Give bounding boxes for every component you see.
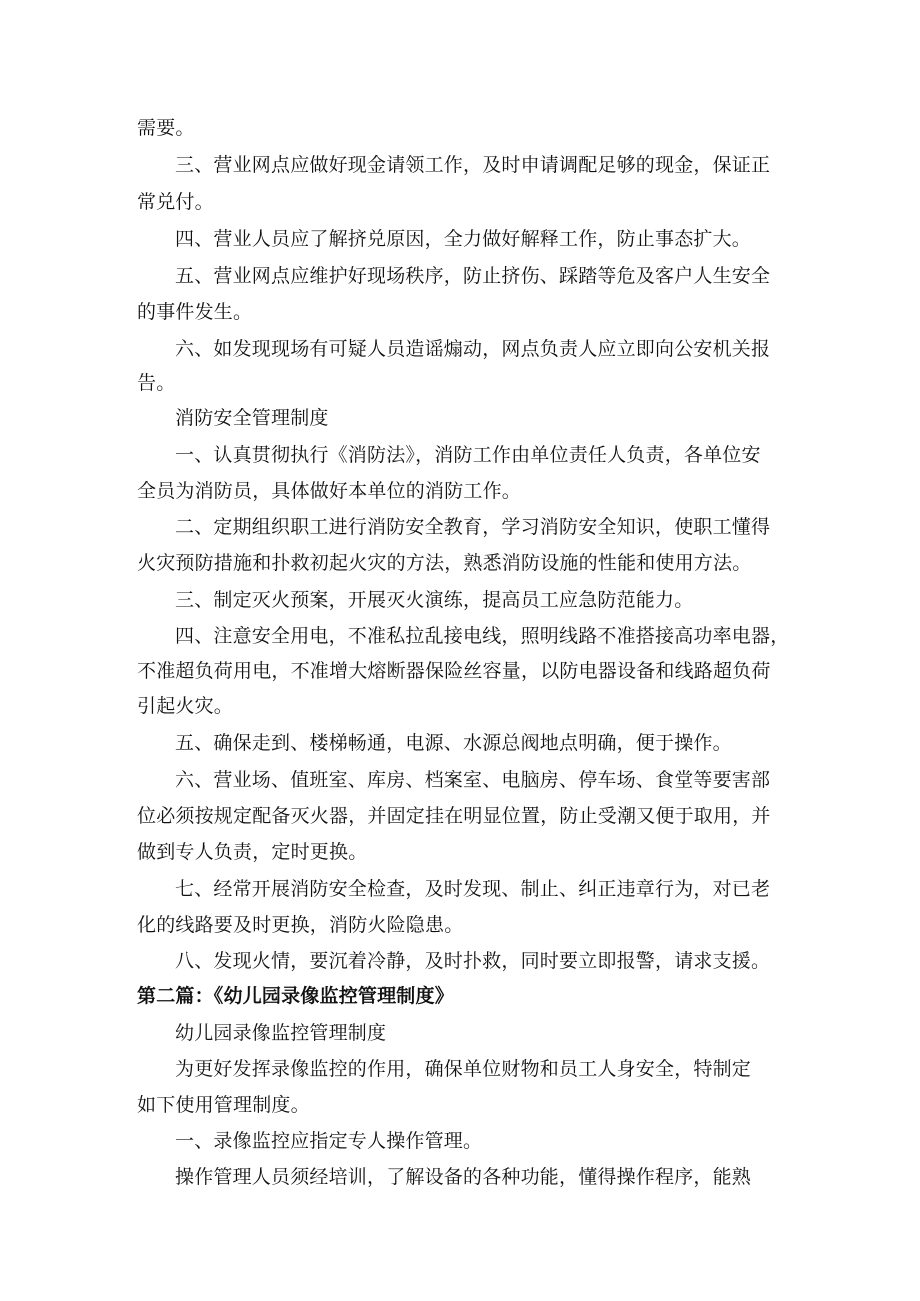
text-line: 三、制定灭火预案，开展灭火演练，提高员工应急防范能力。 — [175, 589, 694, 611]
text-line: 五、营业网点应维护好现场秩序，防止挤伤、踩踏等危及客户人生安全 — [175, 265, 771, 287]
text-line: 七、经常开展消防安全检查，及时发现、制止、纠正违章行为，对已老 — [175, 878, 771, 900]
text-line: 位必须按规定配备灭火器，并固定挂在明显位置，防止受潮又便于取用，并 — [137, 805, 771, 827]
text-line: 三、营业网点应做好现金请领工作，及时申请调配足够的现金，保证正 — [175, 154, 771, 176]
text-line: 不准超负荷用电，不准增大熔断器保险丝容量，以防电器设备和线路超负荷 — [137, 660, 771, 682]
text-line: 四、营业人员应了解挤兑原因，全力做好解释工作，防止事态扩大。 — [175, 228, 752, 250]
text-line: 为更好发挥录像监控的作用，确保单位财物和员工人身安全，特制定 — [175, 1058, 752, 1080]
text-line: 一、录像监控应指定专人操作管理。 — [175, 1130, 483, 1152]
chapter-heading: 第二篇：《幼儿园录像监控管理制度》 — [137, 985, 454, 1007]
section-title: 消防安全管理制度 — [175, 407, 329, 429]
text-line: 做到专人负责，定时更换。 — [137, 841, 368, 863]
text-line: 告。 — [137, 372, 176, 394]
text-line: 五、确保走到、楼梯畅通，电源、水源总阀地点明确，便于操作。 — [175, 732, 732, 754]
subsection-title: 幼儿园录像监控管理制度 — [175, 1022, 387, 1044]
text-line: 引起火灾。 — [137, 695, 234, 717]
text-line: 六、如发现现场有可疑人员造谣煽动，网点负责人应立即向公安机关报 — [175, 338, 771, 360]
text-line: 化的线路要及时更换，消防火险隐患。 — [137, 914, 464, 936]
text-line: 需要。 — [137, 117, 195, 139]
text-line: 全员为消防员，具体做好本单位的消防工作。 — [137, 480, 522, 502]
text-line: 二、定期组织职工进行消防安全教育，学习消防安全知识，使职工懂得 — [175, 516, 771, 538]
text-line: 操作管理人员须经培训，了解设备的各种功能，懂得操作程序，能熟 — [175, 1166, 752, 1188]
text-line: 六、营业场、值班室、库房、档案室、电脑房、停车场、食堂等要害部 — [175, 769, 771, 791]
text-line: 八、发现火情，要沉着冷静，及时扑救，同时要立即报警，请求支援。 — [175, 950, 771, 972]
text-line: 如下使用管理制度。 — [137, 1094, 310, 1116]
text-line: 的事件发生。 — [137, 301, 253, 323]
text-line: 一、认真贯彻执行《消防法》，消防工作由单位责任人负责，各单位安 — [175, 444, 761, 466]
text-line: 四、注意安全用电，不准私拉乱接电线，照明线路不准搭接高功率电器， — [175, 625, 790, 647]
text-line: 火灾预防措施和扑救初起火灾的方法，熟悉消防设施的性能和使用方法。 — [137, 552, 752, 574]
text-line: 常兑付。 — [137, 191, 214, 213]
